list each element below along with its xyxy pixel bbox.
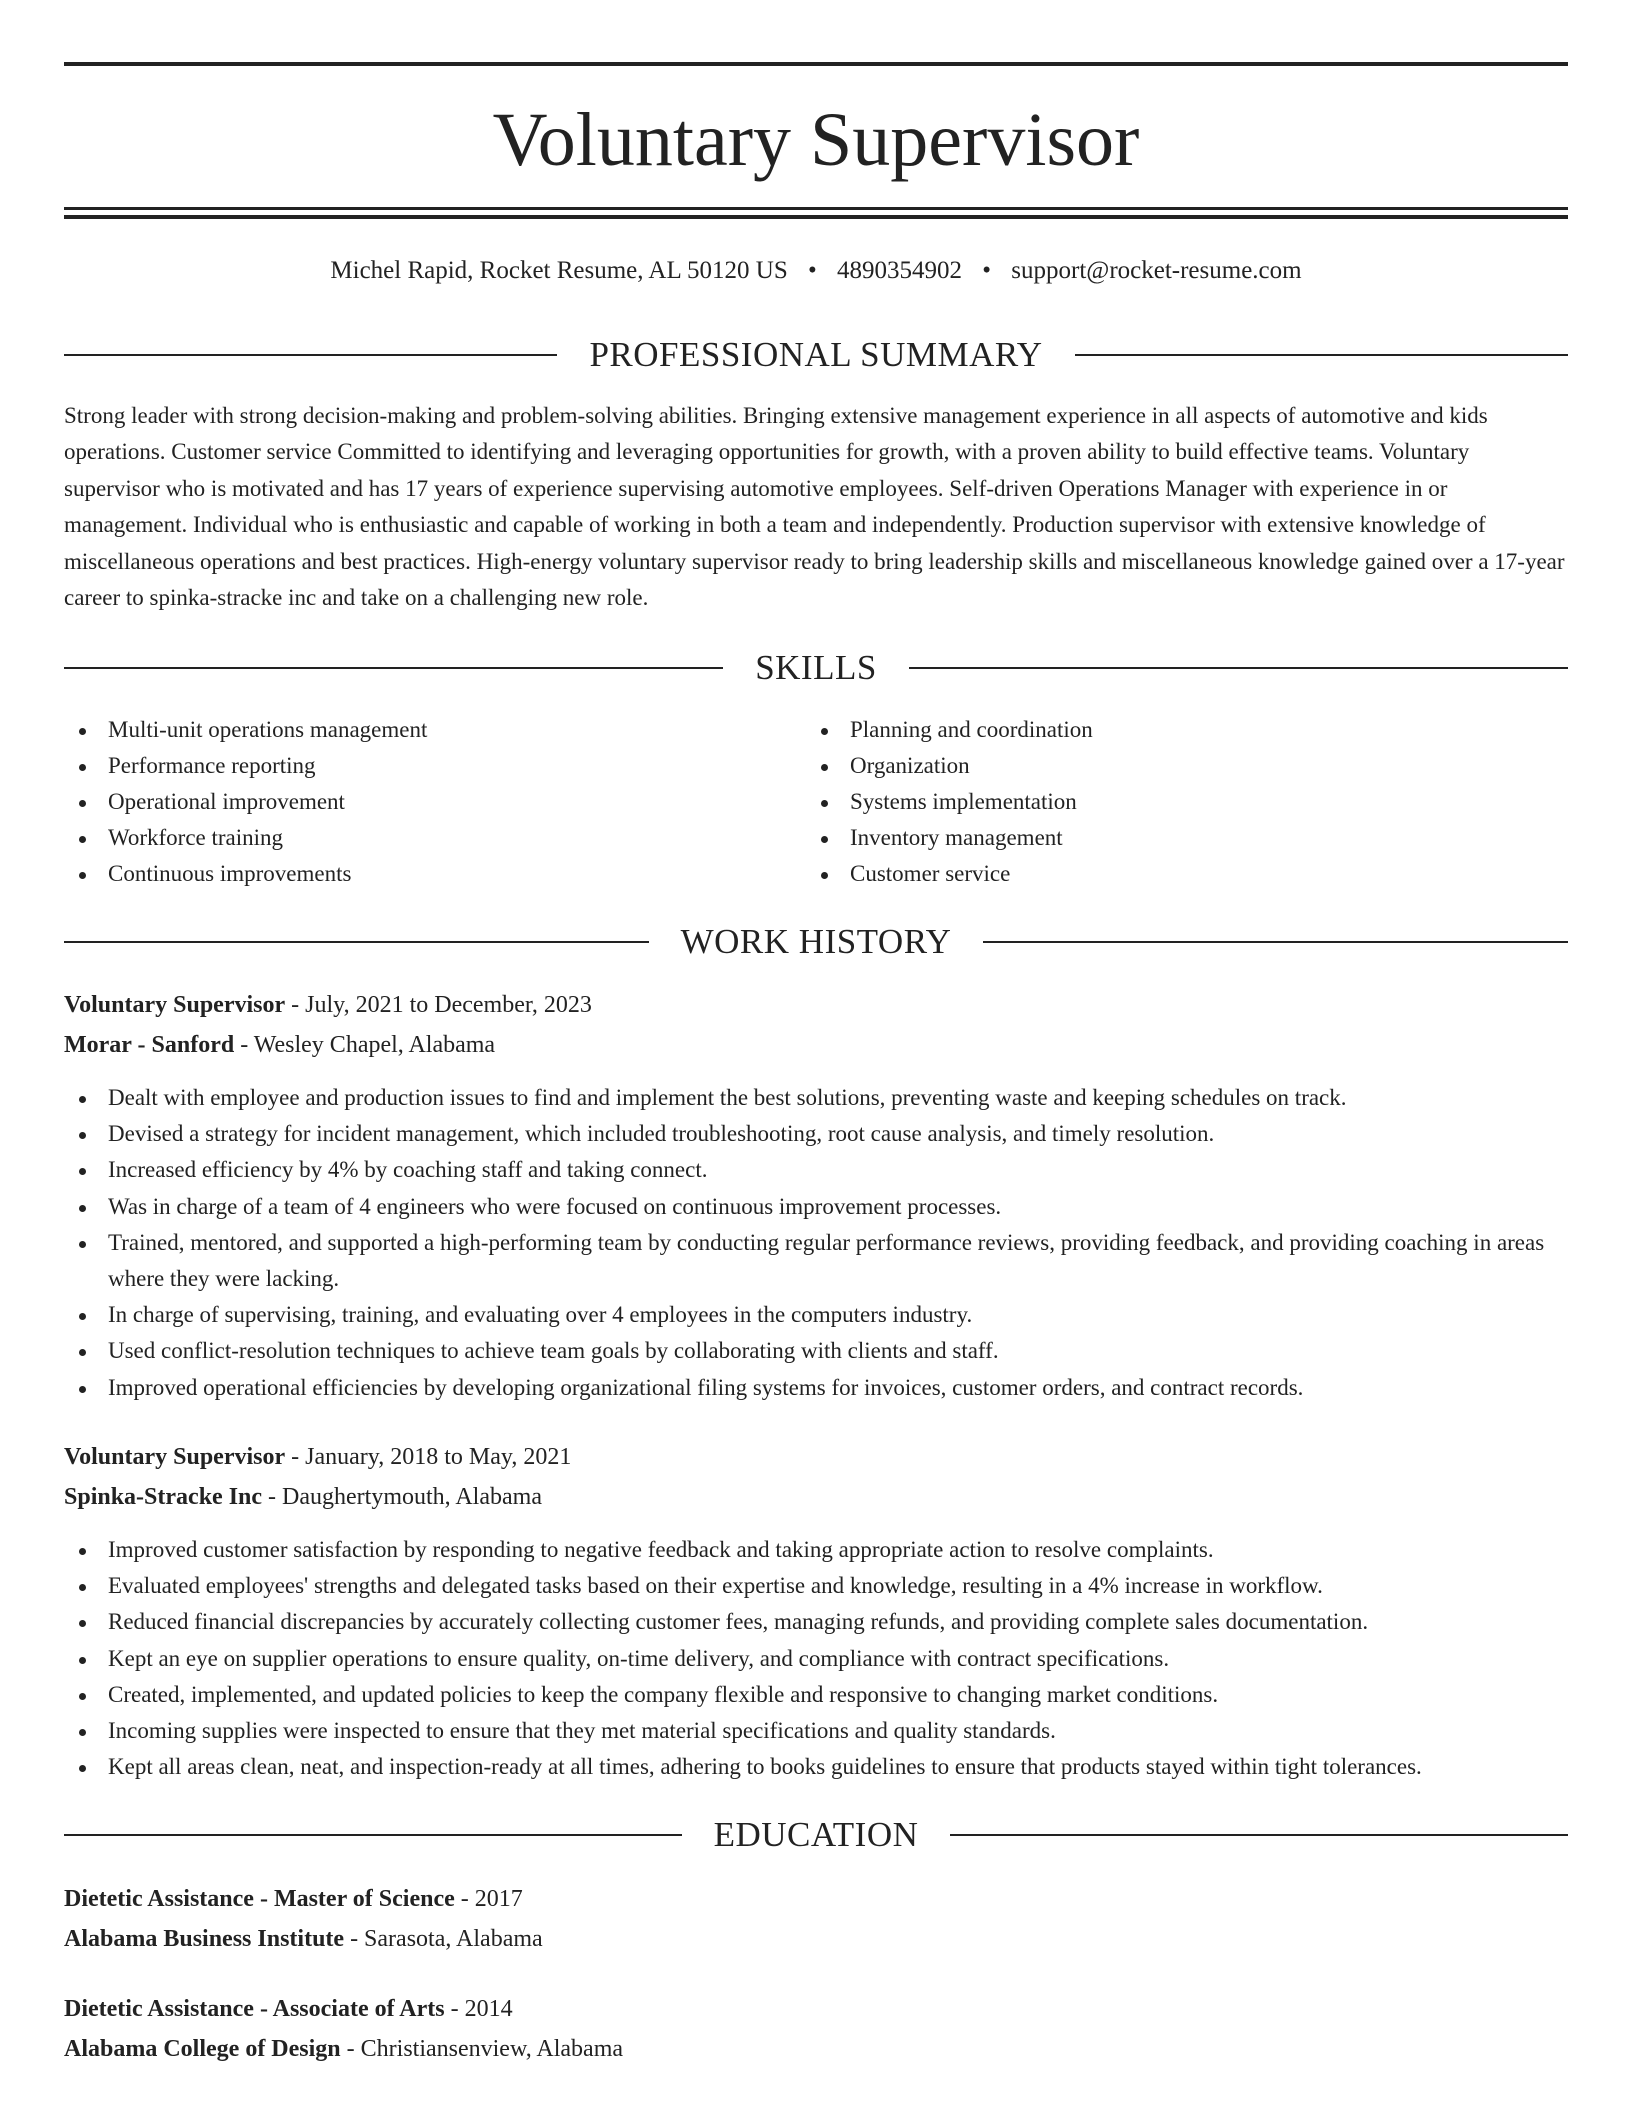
skill-item: Customer service	[806, 856, 1506, 892]
job-bullet: Increased efficiency by 4% by coaching staff and taking connect.	[64, 1152, 1568, 1188]
section-title-summary: PROFESSIONAL SUMMARY	[589, 335, 1043, 374]
job-bullet: Was in charge of a team of 4 engineers who were focused on continuous improvement processes.	[64, 1189, 1568, 1225]
job-location: - Daughertymouth, Alabama	[262, 1484, 542, 1510]
skill-item: Inventory management	[806, 820, 1506, 856]
education-degree: Dietetic Assistance - Master of Science	[64, 1886, 455, 1912]
contact-address: Michel Rapid, Rocket Resume, AL 50120 US	[330, 257, 788, 284]
section-title-work-history: WORK HISTORY	[680, 922, 952, 961]
job-bullet: Improved customer satisfaction by responding to negative feedback and taking appropriate action to resolve complaints.	[64, 1532, 1568, 1568]
section-title-education: EDUCATION	[713, 1815, 919, 1854]
job-bullet: Incoming supplies were inspected to ensure that they met material specifications and quality standards.	[64, 1713, 1568, 1749]
divider	[909, 667, 1568, 669]
contact-separator: •	[808, 257, 817, 284]
job-bullet: Kept an eye on supplier operations to ensure quality, on-time delivery, and compliance with contract specifications.	[64, 1641, 1568, 1677]
summary-text: Strong leader with strong decision-making and problem-solving abilities. Bringing extensive management experience in all aspects of automotive and kids operations. Customer service Committed to identifying and leveraging opportunities for growth, with a proven ability to build effective teams. Voluntary supervisor who is motivated and has 17 years of experience supervising automotive employees. Self-driven Operations Manager with experience in or management. Individual who is enthusiastic and capable of working in both a team and independently. Production supervisor with extensive knowledge of miscellaneous operations and best practices. High-energy voluntary supervisor ready to bring leadership skills and miscellaneous knowledge gained over a 17-year career to spinka-stracke inc and take on a challenging new role.	[64, 403, 1565, 611]
job-dates: - January, 2018 to May, 2021	[285, 1444, 572, 1470]
education-degree-line	[64, 1881, 1568, 1917]
skill-item: Performance reporting	[64, 748, 764, 784]
skill-item: Organization	[806, 748, 1506, 784]
header-top-rule	[64, 62, 1568, 66]
divider	[64, 354, 557, 356]
education-school-line	[64, 2031, 1568, 2067]
education-school-line	[64, 1921, 1568, 1957]
resume-name: Voluntary Supervisor	[492, 98, 1140, 182]
job-title: Voluntary Supervisor	[64, 1444, 286, 1470]
job-bullet: Reduced financial discrepancies by accurately collecting customer fees, managing refunds, and providing complete sales documentation.	[64, 1604, 1568, 1640]
education-year: - 2017	[454, 1886, 523, 1912]
contact-line	[64, 254, 1568, 288]
job-bullet: Kept all areas clean, neat, and inspection-ready at all times, adhering to books guidelines to ensure that products stayed within tight tolerances.	[64, 1749, 1568, 1785]
skills-list-left	[64, 712, 764, 892]
section-header-summary	[64, 333, 1568, 377]
skill-item: Workforce training	[64, 820, 764, 856]
divider	[64, 1834, 682, 1836]
education-location: - Christiansenview, Alabama	[340, 2036, 624, 2062]
skills-list-right	[806, 712, 1506, 892]
job-location: - Wesley Chapel, Alabama	[234, 1032, 496, 1058]
section-header-work-history	[64, 920, 1568, 964]
header-double-rule-upper	[64, 207, 1568, 210]
section-header-skills	[64, 646, 1568, 690]
education-school: Alabama Business Institute	[64, 1926, 345, 1952]
skill-item: Systems implementation	[806, 784, 1506, 820]
job-company: Morar - Sanford	[64, 1032, 235, 1058]
job-dates: - July, 2021 to December, 2023	[285, 992, 592, 1018]
job-bullet: Dealt with employee and production issues to find and implement the best solutions, preventing waste and keeping schedules on track.	[64, 1080, 1568, 1116]
skill-item: Continuous improvements	[64, 856, 764, 892]
skill-item: Operational improvement	[64, 784, 764, 820]
section-header-education	[64, 1813, 1568, 1857]
contact-phone: 4890354902	[837, 257, 963, 284]
job-bullet: Improved operational efficiencies by developing organizational filing systems for invoices, customer orders, and contract records.	[64, 1370, 1568, 1406]
skill-item: Planning and coordination	[806, 712, 1506, 748]
education-degree-line	[64, 1991, 1568, 2027]
job-company: Spinka-Stracke Inc	[64, 1484, 263, 1510]
job-title-line	[64, 987, 1568, 1023]
education-location: - Sarasota, Alabama	[344, 1926, 543, 1952]
education-year: - 2014	[444, 1996, 513, 2022]
job-bullet: Trained, mentored, and supported a high-performing team by conducting regular performance reviews, providing feedback, and providing coaching in areas where they were lacking.	[64, 1225, 1568, 1297]
job-company-line	[64, 1479, 1568, 1515]
job-title: Voluntary Supervisor	[64, 992, 286, 1018]
divider	[1075, 354, 1568, 356]
job-bullets	[64, 1080, 1568, 1406]
education-degree: Dietetic Assistance - Associate of Arts	[64, 1996, 445, 2022]
divider	[64, 667, 723, 669]
job-company-line	[64, 1027, 1568, 1063]
contact-separator: •	[982, 257, 992, 284]
job-bullet: Devised a strategy for incident management, which included troubleshooting, root cause analysis, and timely resolution.	[64, 1116, 1568, 1152]
section-title-skills: SKILLS	[755, 648, 877, 687]
skill-item: Multi-unit operations management	[64, 712, 764, 748]
divider	[950, 1834, 1568, 1836]
job-bullet: Evaluated employees' strengths and delegated tasks based on their expertise and knowledge, resulting in a 4% increase in workflow.	[64, 1568, 1568, 1604]
job-bullets	[64, 1532, 1568, 1785]
contact-email: support@rocket-resume.com	[1011, 257, 1302, 284]
job-bullet: Created, implemented, and updated policies to keep the company flexible and responsive to changing market conditions.	[64, 1677, 1568, 1713]
job-bullet: Used conflict-resolution techniques to achieve team goals by collaborating with clients and staff.	[64, 1333, 1568, 1369]
job-bullet: In charge of supervising, training, and evaluating over 4 employees in the computers industry.	[64, 1297, 1568, 1333]
job-title-line	[64, 1439, 1568, 1475]
divider	[64, 941, 649, 943]
divider	[983, 941, 1568, 943]
header-double-rule-lower	[64, 215, 1568, 219]
education-school: Alabama College of Design	[64, 2036, 341, 2062]
